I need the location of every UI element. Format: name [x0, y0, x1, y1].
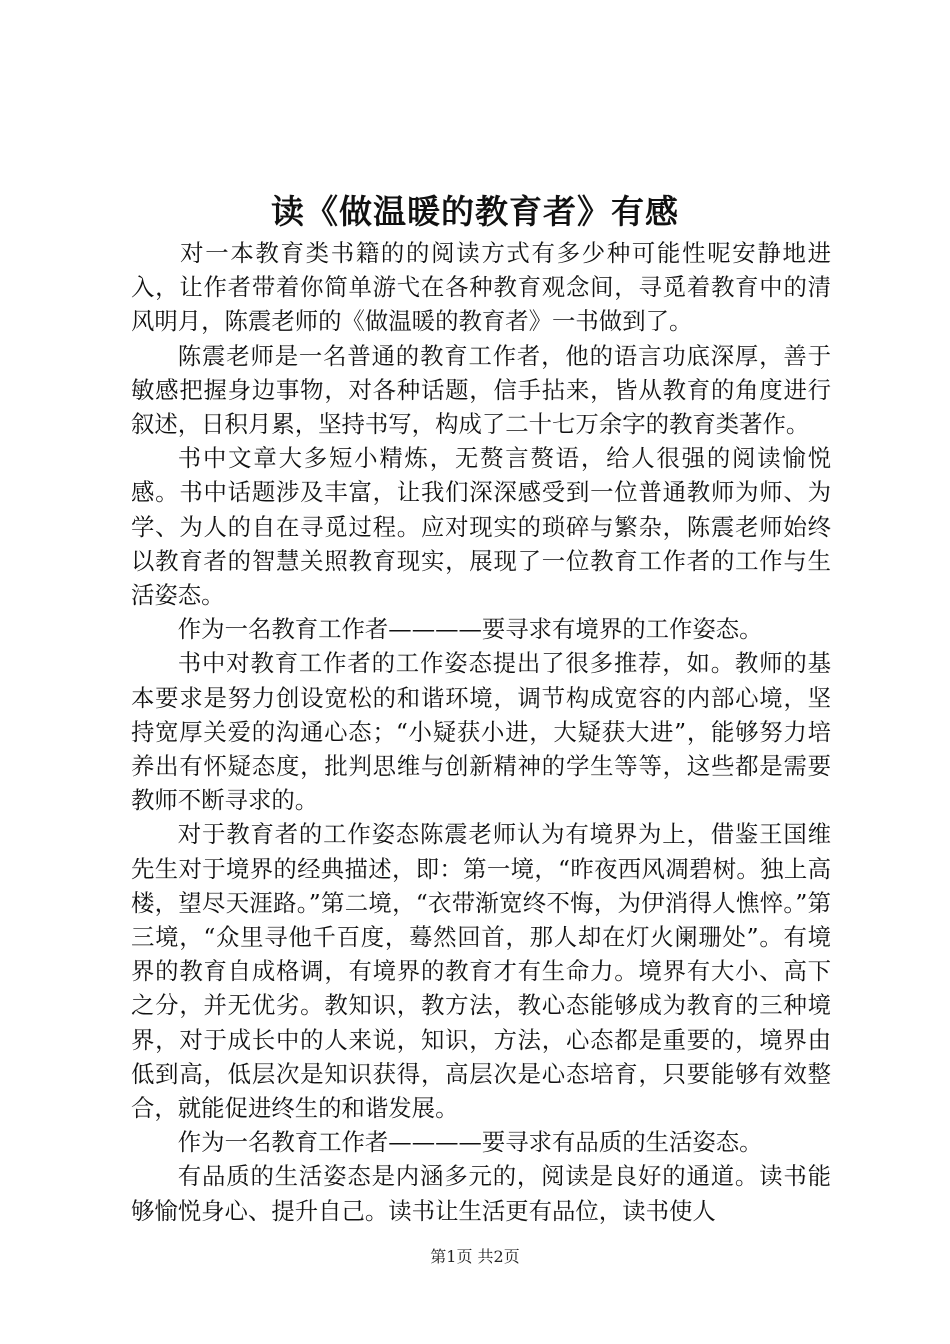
section-heading: 作为一名教育工作者————要寻求有品质的生活姿态。 — [177, 1128, 763, 1157]
page-footer: 第1页 共2页 — [430, 1247, 520, 1266]
paragraph: 书中文章大多短小精炼，无赘言赘语，给人很强的阅读愉悦感。书中话题涉及丰富，让我们深深感受到一位普通教师为师、为学、为人的自在寻觅过程。应对现实的琐碎与繁杂，陈震老师始终以教育者的智慧关照教育现实，展现了一位教育工作者的工作与生活姿态。 — [131, 444, 831, 610]
section-heading: 作为一名教育工作者————要寻求有境界的工作姿态。 — [177, 615, 763, 644]
paragraph: 对于教育者的工作姿态陈震老师认为有境界为上，借鉴王国维先生对于境界的经典描述，即：第一境，“昨夜西风凋碧树。独上高楼，望尽天涯路。”第二境，“衣带渐宽终不悔，为伊消得人憔悴。”第三境，“众里寻他千百度，蓦然回首，那人却在灯火阑珊处”。有境界的教育自成格调，有境界的教育才有生命力。境界有大小、高下之分，并无优劣。教知识，教方法，教心态能够成为教育的三种境界，对于成长中的人来说，知识，方法，心态都是重要的，境界由低到高，低层次是知识获得，高层次是心态培育，只要能够有效整合，就能促进终生的和谐发展。 — [131, 820, 831, 1123]
document-body — [131, 236, 831, 1228]
paragraph: 书中对教育工作者的工作姿态提出了很多推荐，如。教师的基本要求是努力创设宽松的和谐环境，调节构成宽容的内部心境，坚持宽厚关爱的沟通心态；“小疑获小进，大疑获大进”，能够努力培养出有怀疑态度，批判思维与创新精神的学生等等，这些都是需要教师不断寻求的。 — [131, 649, 831, 815]
document-title: 读《做温暖的教育者》有感 — [271, 192, 679, 231]
paragraph: 对一本教育类书籍的的阅读方式有多少种可能性呢安静地进入，让作者带着你简单游弋在各种教育观念间，寻觅着教育中的清风明月，陈震老师的《做温暖的教育者》一书做到了。 — [131, 239, 831, 336]
paragraph: 有品质的生活姿态是内涵多元的，阅读是良好的通道。读书能够愉悦身心、提升自己。读书让生活更有品位，读书使人 — [131, 1162, 831, 1225]
paragraph: 陈震老师是一名普通的教育工作者，他的语言功底深厚，善于敏感把握身边事物，对各种话题，信手拈来，皆从教育的角度进行叙述，日积月累，坚持书写，构成了二十七万余字的教育类著作。 — [131, 341, 831, 439]
